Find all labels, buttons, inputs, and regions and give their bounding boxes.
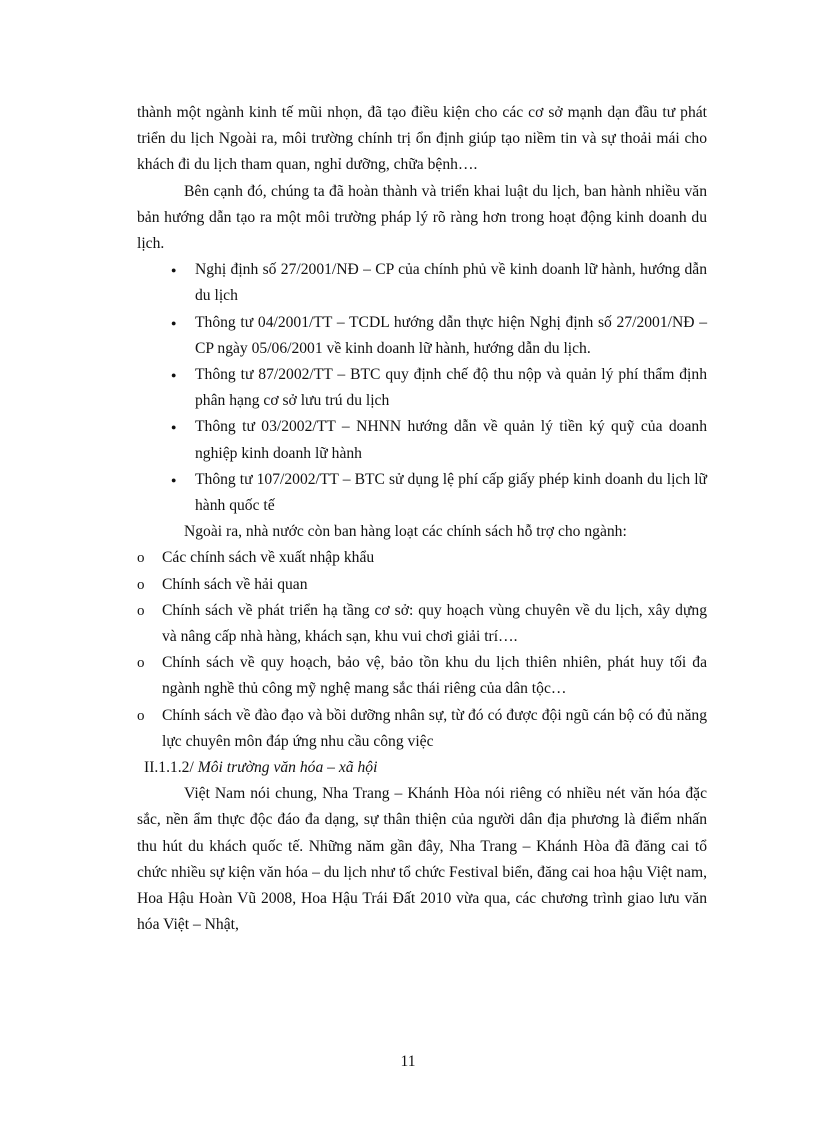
policies-list	[112, 545, 707, 755]
page-number: 11	[400, 1053, 416, 1070]
paragraph-policies-intro: Ngoài ra, nhà nước còn ban hàng loạt các chính sách hỗ trợ cho ngành:	[184, 523, 627, 541]
section-heading	[137, 755, 707, 781]
legal-documents-list	[137, 257, 707, 519]
list-item: ● Nghị định số 27/2001/NĐ – CP của chính phủ về kinh doanh lữ hành, hướng dẫn du lịch	[137, 257, 707, 309]
page-body	[137, 100, 707, 939]
list-item: o Chính sách về hải quan	[112, 572, 707, 598]
list-item: ● Thông tư 03/2002/TT – NHNN hướng dẫn về quản lý tiền ký quỹ của doanh nghiệp kinh doanh lữ hành	[137, 414, 707, 466]
list-item: ● Thông tư 04/2001/TT – TCDL hướng dẫn thực hiện Nghị định số 27/2001/NĐ – CP ngày 05/06/2001 về kinh doanh lữ hành, hướng dẫn du lịch.	[137, 310, 707, 362]
paragraph-culture: Việt Nam nói chung, Nha Trang – Khánh Hòa nói riêng có nhiều nét văn hóa đặc sắc, nền ẩm thực độc đáo đa dạng, sự thân thiện của người dân địa phương là điểm nhấn thu hút du khách quốc tế. Những năm gần đây, Nha Trang – Khánh Hòa đã đăng cai tổ chức nhiều sự kiện văn hóa – du lịch như tổ chức Festival biển, đăng cai hoa hậu Việt nam, Hoa Hậu Hoàn Vũ 2008, Hoa Hậu Trái Đất 2010 vừa qua, các chương trình giao lưu văn hóa Việt – Nhật,	[137, 785, 707, 934]
list-item: o Chính sách về quy hoạch, bảo vệ, bảo tồn khu du lịch thiên nhiên, phát huy tối đa ngành nghề thủ công mỹ nghệ mang sắc thái riêng của dân tộc…	[112, 650, 707, 702]
section-number: II.1.1.2/	[144, 759, 194, 777]
paragraph-continuation: thành một ngành kinh tế mũi nhọn, đã tạo điều kiện cho các cơ sở mạnh dạn đầu tư phát triển du lịch Ngoài ra, môi trường chính trị ổn định giúp tạo niềm tin và sự thoải mái cho khách đi du lịch tham quan, nghỉ dưỡng, chữa bệnh….	[137, 104, 707, 174]
list-item: o Chính sách về phát triển hạ tầng cơ sở: quy hoạch vùng chuyên về du lịch, xây dựng và nâng cấp nhà hàng, khách sạn, khu vui chơi giải trí….	[112, 598, 707, 650]
list-item: o Chính sách về đào đạo và bồi dưỡng nhân sự, từ đó có được đội ngũ cán bộ có đủ năng lực chuyên môn đáp ứng nhu cầu công việc	[112, 703, 707, 755]
list-item: ● Thông tư 87/2002/TT – BTC quy định chế độ thu nộp và quản lý phí thẩm định phân hạng cơ sở lưu trú du lịch	[137, 362, 707, 414]
list-item: o Các chính sách về xuất nhập khẩu	[112, 545, 707, 571]
section-title: Môi trường văn hóa – xã hội	[197, 759, 378, 777]
list-item: ● Thông tư 107/2002/TT – BTC sử dụng lệ phí cấp giấy phép kinh doanh du lịch lữ hành quốc tế	[137, 467, 707, 519]
paragraph-tourism-law: Bên cạnh đó, chúng ta đã hoàn thành và triển khai luật du lịch, ban hành nhiều văn bản hướng dẫn tạo ra một môi trường pháp lý rõ ràng hơn trong hoạt động kinh doanh du lịch.	[137, 182, 707, 253]
